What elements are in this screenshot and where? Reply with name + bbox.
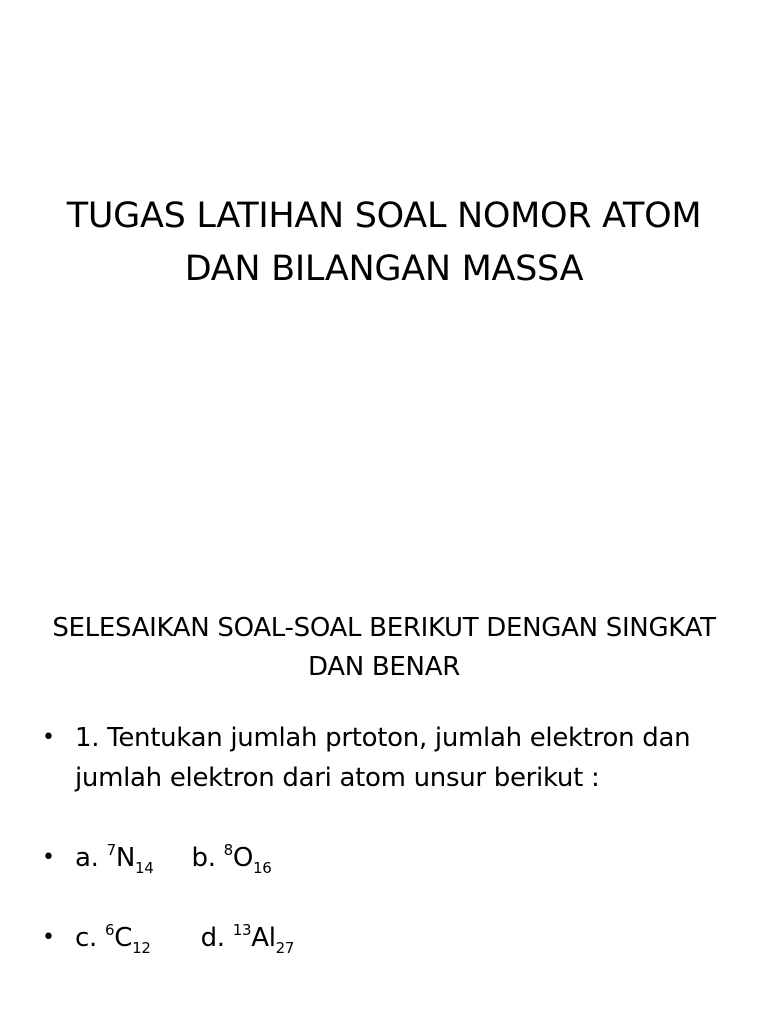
item-label: b. [191, 843, 216, 873]
item-label: a. [75, 843, 99, 873]
atomic-number: 8 [223, 841, 233, 859]
element-symbol: O [232, 843, 254, 873]
item-label: c. [75, 923, 97, 953]
mass-number: 14 [134, 859, 154, 877]
slide-title: TUGAS LATIHAN SOAL NOMOR ATOM DAN BILANGAN MASSA [66, 196, 702, 289]
item-c [75, 921, 151, 957]
bullet-dot: • [42, 845, 55, 870]
item-b [191, 841, 272, 877]
bullet-items-c-d [40, 918, 728, 958]
bullet-question-1 [40, 718, 728, 798]
content-slide [0, 512, 768, 1024]
mass-number: 12 [132, 939, 151, 957]
mass-number: 16 [253, 859, 272, 877]
atomic-number: 13 [232, 921, 252, 939]
bullet-items-a-b [40, 838, 728, 878]
element-symbol: C [114, 923, 133, 953]
bullet-list [40, 718, 728, 958]
item-label: d. [200, 923, 225, 953]
bullet-dot: • [42, 725, 55, 750]
item-d [200, 921, 295, 957]
element-symbol: N [115, 843, 135, 873]
bullet-dot: • [42, 925, 55, 950]
atomic-number: 7 [106, 841, 116, 859]
mass-number: 27 [275, 939, 295, 957]
question-text: 1. Tentukan jumlah prtoton, jumlah elektron dan jumlah elektron dari atom unsur berikut : [75, 723, 691, 793]
element-symbol: Al [251, 923, 276, 953]
item-a [75, 841, 154, 877]
slide-subtitle: SELESAIKAN SOAL-SOAL BERIKUT DENGAN SINGKAT DAN BENAR [52, 613, 716, 682]
atomic-number: 6 [104, 921, 115, 939]
